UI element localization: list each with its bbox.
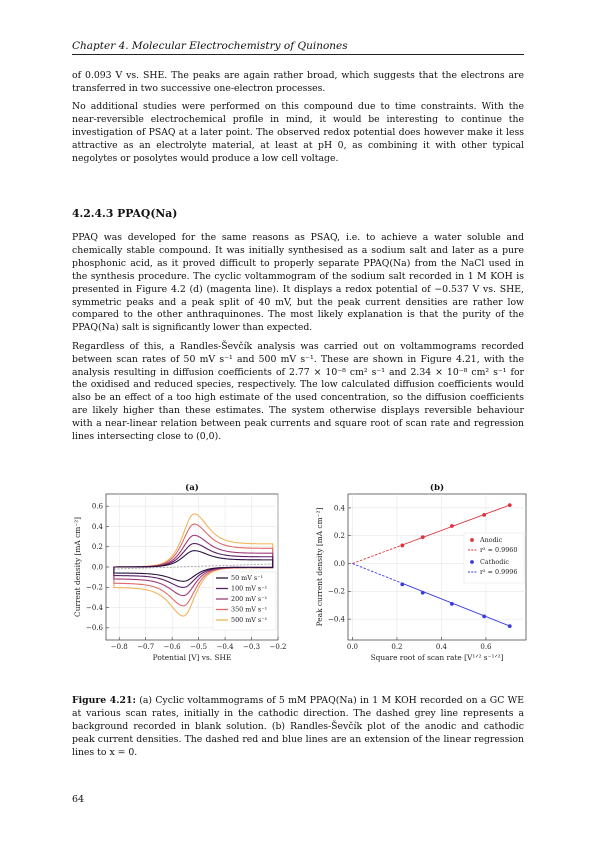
paragraph-4: Regardless of this, a Randles-Ševčík analysis was carried out on voltammograms recorded between scan rates of 50 mV s⁻¹ and 500 mV s⁻¹. These are shown in Figure 4.21, with the analysis resulting in diffusion coefficients of 2.77 × 10⁻⁸ cm² s⁻¹ and 2.34 × 10⁻⁸ cm² s⁻¹ for the oxidised and reduced species, respectively. The low calculated diffusion coefficients would also be an effect of a too high estimate of the used concentration, so the diffusion coefficients are likely higher than these estimates. The system otherwise displays reversible behaviour with a near-linear relation between peak currents and square root of scan rate and regression lines intersecting close to (0,0).	[72, 340, 524, 443]
panel-b-data-point	[450, 524, 454, 528]
panel-b-data-point	[400, 544, 404, 548]
panel-b-legend-label: Cathodic	[480, 558, 509, 567]
panel-b-data-point	[482, 614, 486, 618]
panel-b-x-tick-label: 0.2	[391, 643, 403, 651]
panel-b-y-tick-label: −0.2	[328, 587, 345, 596]
panel-a-x-tick-label: −0.8	[110, 643, 128, 651]
panel-b-y-tick-label: 0.2	[333, 532, 345, 541]
running-header: Chapter 4. Molecular Electrochemistry of Quinones	[72, 40, 524, 55]
panel-a-y-tick-label: 0.6	[91, 502, 103, 511]
body-text-top	[72, 70, 524, 171]
figure-svg	[60, 484, 530, 669]
panel-a-legend-label: 350 mV s⁻¹	[231, 605, 268, 614]
panel-a-y-tick-label: −0.2	[86, 583, 103, 592]
panel-b-legend-fit-label: r² ≈ 0.9996	[480, 568, 518, 577]
panel-b-data-point	[482, 513, 486, 517]
panel-a-y-tick-label: 0.2	[91, 543, 103, 552]
panel-a-legend-label: 200 mV s⁻¹	[231, 595, 268, 604]
panel-b-legend-marker	[470, 538, 474, 542]
page-number: 64	[72, 794, 85, 805]
figure-4-21	[60, 484, 530, 669]
panel-b-x-tick-label: 0.6	[480, 643, 492, 651]
panel-b-data-point	[421, 535, 425, 539]
panel-b-x-tick-label: 0.0	[346, 643, 359, 651]
panel-a-x-axis-label: Potential [V] vs. SHE	[152, 653, 232, 662]
panel-a-legend-label: 50 mV s⁻¹	[231, 574, 264, 583]
panel-b-y-tick-label: 0.0	[333, 559, 345, 568]
panel-b-y-tick-label: 0.4	[333, 504, 345, 513]
panel-a-x-tick-label: −0.5	[190, 643, 208, 651]
panel-b-legend-fit-label: r² ≈ 0.9960	[480, 546, 518, 555]
panel-a-panel-label: (a)	[185, 484, 199, 493]
panel-b-data-point	[508, 503, 512, 507]
panel-a-x-tick-label: −0.6	[163, 643, 181, 651]
panel-a-legend-label: 100 mV s⁻¹	[231, 584, 268, 593]
body-text-main	[72, 232, 524, 450]
caption-text: (a) Cyclic voltammograms of 5 mM PPAQ(Na) in 1 M KOH recorded on a GC WE at various scan rates, initially in the cathodic direction. The dashed grey line represents a background recorded in blank solution. (b) Randles-Ševčík plot of the anodic and cathodic peak current densities. The dashed red and blue lines are an extension of the linear regression lines to x = 0.	[72, 695, 524, 758]
panel-b-legend-marker	[470, 560, 474, 564]
panel-a-x-tick-label: −0.7	[137, 643, 155, 651]
panel-b-data-point	[421, 591, 425, 595]
panel-a-y-tick-label: −0.6	[86, 624, 103, 633]
panel-b-y-tick-label: −0.4	[328, 615, 345, 624]
panel-b-x-axis-label: Square root of scan rate [V¹ᐟ² s⁻¹ᐟ²]	[370, 653, 504, 662]
panel-a-y-tick-label: 0.0	[91, 563, 103, 572]
panel-a-y-axis-label: Current density [mA cm⁻²]	[73, 517, 82, 617]
panel-b-x-tick-label: 0.4	[435, 643, 448, 651]
panel-b-data-point	[450, 602, 454, 606]
panel-b-legend-label: Anodic	[480, 536, 503, 545]
panel-a-legend-label: 500 mV s⁻¹	[231, 616, 268, 625]
panel-b-data-point	[400, 582, 404, 586]
panel-b-data-point	[508, 624, 512, 628]
paragraph-2: No additional studies were performed on this compound due to time constraints. With the near-reversible electrochemical profile in mind, it would be interesting to continue the investigation of PSAQ at a later point. The observed redox potential does however make it less attractive as an electrolyte material, at least at pH 0, as combining it with other typical negolytes or posolytes would produce a low cell voltage.	[72, 101, 524, 164]
paragraph-3: PPAQ was developed for the same reasons as PSAQ, i.e. to achieve a water soluble and chemically stable compound. It was initially synthesised as a sodium salt and later as a pure phosphonic acid, as it proved difficult to properly separate PPAQ(Na) from the NaCl used in the synthesis procedure. The cyclic voltammogram of the sodium salt recorded in 1 M KOH is presented in Figure 4.2 (d) (magenta line). It displays a redox potential of −0.537 V vs. SHE, symmetric peaks and a peak split of 40 mV, but the peak current densities are rather low compared to the other anthraquinones. The most likely explanation is that the purity of the PPAQ(Na) salt is significantly lower than expected.	[72, 232, 524, 334]
panel-a-x-tick-label: −0.2	[269, 643, 287, 651]
figure-caption	[72, 695, 524, 760]
panel-a-x-tick-label: −0.3	[243, 643, 261, 651]
panel-a-y-tick-label: −0.4	[86, 603, 103, 612]
caption-label: Figure 4.21:	[72, 695, 136, 706]
panel-b-y-axis-label: Peak current density [mA cm⁻²]	[315, 507, 324, 627]
paragraph-1: of 0.093 V vs. SHE. The peaks are again rather broad, which suggests that the electrons are transferred in two successive one-electron processes.	[72, 70, 524, 94]
panel-a-y-tick-label: 0.4	[91, 522, 103, 531]
panel-a-x-tick-label: −0.4	[216, 643, 234, 651]
panel-b-panel-label: (b)	[429, 484, 445, 493]
section-heading: 4.2.4.3 PPAQ(Na)	[72, 207, 178, 220]
